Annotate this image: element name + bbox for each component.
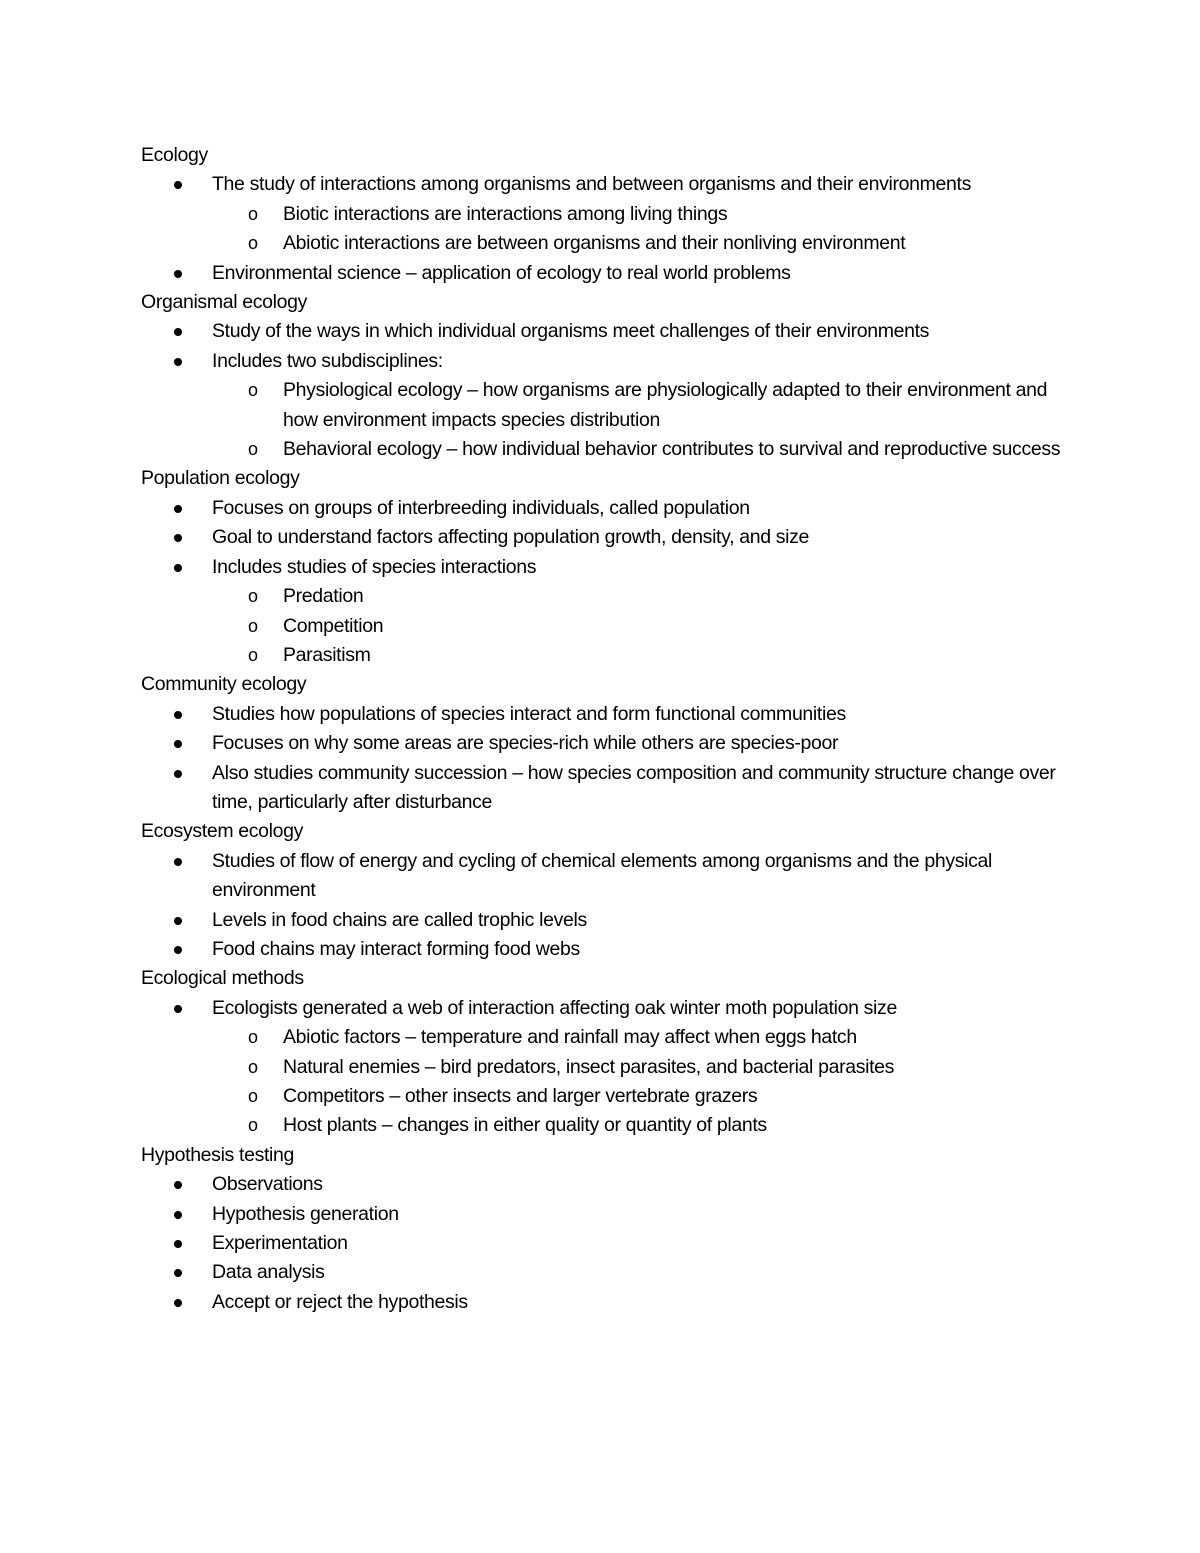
sub-list-item-text: Competitors – other insects and larger vertebrate grazers [283, 1085, 758, 1107]
section-heading: Ecological methods [141, 967, 304, 990]
section-heading: Ecology [141, 144, 208, 166]
list-item [141, 259, 1071, 288]
list-item [141, 317, 1071, 346]
hollow-bullet-icon: o [248, 644, 258, 665]
sub-bullet-list [212, 200, 1071, 259]
sub-list-item-text: Predation [283, 585, 364, 608]
hollow-bullet-icon: o [248, 586, 258, 607]
bullet-list [141, 994, 1071, 1141]
bullet-dot-icon [174, 917, 182, 925]
bullet-list [141, 170, 1071, 288]
bullet-list [141, 847, 1071, 965]
list-item-text: The study of interactions among organisms and between organisms and their environments [212, 173, 971, 196]
sub-list-item-text: Abiotic interactions are between organisms and their nonliving environment [283, 232, 906, 255]
section-heading: Organismal ecology [141, 291, 308, 314]
sub-list-item-text: Abiotic factors – temperature and rainfall may affect when eggs hatch [283, 1026, 857, 1049]
bullet-dot-icon [174, 1211, 182, 1219]
sub-list-item-text: Biotic interactions are interactions among living things [283, 202, 728, 225]
list-item [141, 1258, 1071, 1287]
sub-list-item [212, 229, 1071, 258]
sub-bullet-list [212, 582, 1071, 670]
sub-bullet-list [212, 376, 1071, 464]
hollow-bullet-icon: o [248, 1115, 258, 1136]
hollow-bullet-icon: o [248, 1086, 258, 1106]
hollow-bullet-icon: o [248, 1056, 258, 1077]
list-item-text: Also studies community succession – how species composition and community structure change over time, particularly after disturbance [212, 761, 1056, 813]
bullet-list [141, 494, 1071, 670]
list-item [141, 759, 1071, 818]
sub-list-item [212, 376, 1071, 435]
bullet-list [141, 317, 1071, 464]
hollow-bullet-icon: o [248, 1027, 258, 1048]
list-item-text: Environmental science – application of ecology to real world problems [212, 261, 791, 284]
list-item-text: Includes two subdisciplines: [212, 349, 443, 372]
list-item [141, 847, 1071, 906]
sub-list-item [212, 435, 1071, 464]
sub-list-item-text: Host plants – changes in either quality or quantity of plants [283, 1114, 767, 1137]
sub-list-item [212, 1023, 1071, 1052]
bullet-dot-icon [174, 328, 182, 336]
list-item [141, 553, 1071, 671]
bullet-dot-icon [174, 740, 182, 748]
list-item [141, 347, 1071, 465]
bullet-dot-icon [174, 1299, 182, 1307]
bullet-dot-icon [174, 711, 182, 719]
sub-list-item [212, 1111, 1071, 1140]
hollow-bullet-icon: o [248, 203, 258, 224]
list-item-text: Accept or reject the hypothesis [212, 1290, 468, 1313]
list-item-text: Focuses on why some areas are species-rich while others are species-poor [212, 732, 839, 755]
list-item [141, 700, 1071, 729]
document-content [141, 141, 1071, 1317]
list-item-text: Study of the ways in which individual organisms meet challenges of their environments [212, 320, 930, 343]
list-item [141, 994, 1071, 1141]
bullet-dot-icon [174, 770, 182, 778]
sub-list-item-text: Behavioral ecology – how individual behavior contributes to survival and reproductive success [283, 438, 1061, 461]
section-heading: Hypothesis testing [141, 1143, 295, 1166]
list-item [141, 523, 1071, 552]
list-item-text: Food chains may interact forming food webs [212, 937, 580, 960]
sub-list-item [212, 200, 1071, 229]
bullet-dot-icon [174, 858, 182, 866]
list-item-text: Studies of flow of energy and cycling of chemical elements among organisms and the physical environment [212, 849, 993, 902]
list-item-text: Data analysis [212, 1261, 325, 1284]
section-heading: Ecosystem ecology [141, 820, 304, 843]
list-item [141, 1229, 1071, 1258]
list-item-text: Ecologists generated a web of interaction affecting oak winter moth population size [212, 996, 897, 1019]
section-heading: Community ecology [141, 673, 307, 696]
list-item-text: Hypothesis generation [212, 1202, 399, 1225]
bullet-dot-icon [174, 1181, 182, 1189]
list-item [141, 729, 1071, 758]
bullet-list [141, 700, 1071, 818]
list-item [141, 1170, 1071, 1199]
sub-list-item-text: Physiological ecology – how organisms are physiologically adapted to their environment and how environment impacts species distribution [283, 379, 1048, 431]
bullet-list [141, 1170, 1071, 1317]
bullet-dot-icon [174, 358, 182, 366]
list-item-text: Includes studies of species interactions [212, 555, 537, 578]
hollow-bullet-icon: o [248, 380, 258, 401]
bullet-dot-icon [174, 1240, 182, 1248]
list-item [141, 906, 1071, 935]
sub-list-item-text: Parasitism [283, 643, 371, 666]
list-item-text: Observations [212, 1173, 323, 1196]
bullet-dot-icon [174, 181, 182, 189]
hollow-bullet-icon: o [248, 615, 258, 636]
sub-bullet-list [212, 1023, 1071, 1141]
bullet-dot-icon [174, 1269, 182, 1277]
bullet-dot-icon [174, 505, 182, 513]
list-item [141, 1200, 1071, 1229]
bullet-dot-icon [174, 1005, 182, 1013]
list-item-text: Goal to understand factors affecting population growth, density, and size [212, 526, 810, 549]
list-item [141, 1288, 1071, 1317]
list-item [141, 494, 1071, 523]
sub-list-item-text: Natural enemies – bird predators, insect parasites, and bacterial parasites [283, 1055, 895, 1078]
bullet-dot-icon [174, 564, 182, 572]
hollow-bullet-icon: o [248, 439, 258, 460]
list-item-text: Levels in food chains are called trophic levels [212, 908, 587, 931]
sub-list-item [212, 582, 1071, 611]
list-item [141, 170, 1071, 258]
bullet-dot-icon [174, 946, 182, 954]
list-item-text: Experimentation [212, 1232, 348, 1255]
sub-list-item-text: Competition [283, 614, 384, 637]
bullet-dot-icon [174, 534, 182, 542]
hollow-bullet-icon: o [248, 233, 258, 254]
bullet-dot-icon [174, 270, 182, 278]
list-item-text: Studies how populations of species interact and form functional communities [212, 702, 846, 725]
section-heading: Population ecology [141, 467, 300, 490]
sub-list-item [212, 1082, 1071, 1111]
list-item [141, 935, 1071, 964]
list-item-text: Focuses on groups of interbreeding individuals, called population [212, 496, 750, 519]
sub-list-item [212, 612, 1071, 641]
sub-list-item [212, 1053, 1071, 1082]
sub-list-item [212, 641, 1071, 670]
